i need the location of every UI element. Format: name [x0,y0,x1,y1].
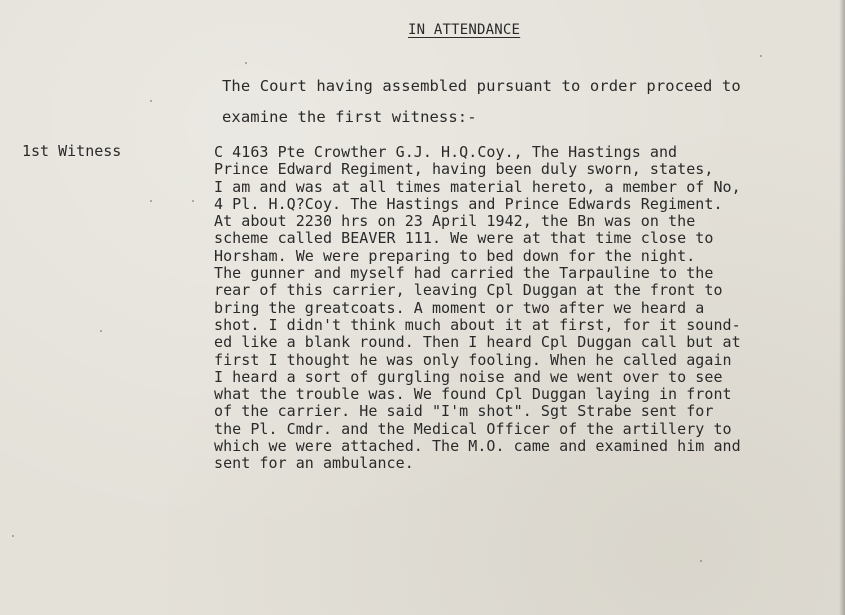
testimony-line: what the trouble was. We found Cpl Duggan laying in front [214,385,732,404]
witness-label: 1st Witness [22,142,122,160]
testimony-line: sent for an ambulance. [214,454,414,473]
paper-speck [700,560,702,562]
testimony-line: of the carrier. He said "I'm shot". Sgt Strabe sent for [214,402,714,421]
paper-speck [150,100,152,102]
paper-speck [760,55,762,57]
testimony-line: the Pl. Cmdr. and the Medical Officer of the artillery to [214,419,732,438]
paper-speck [12,535,14,537]
testimony-line: Prince Edward Regiment, having been duly sworn, states, [214,160,714,179]
testimony-line: which we were attached. The M.O. came and examined him and [214,437,741,456]
paper-speck [192,200,194,202]
testimony-line: Horsham. We were preparing to bed down for the night. [214,246,696,265]
paper-speck [245,62,247,64]
testimony-line: first I thought he was only fooling. When he called again [214,350,732,369]
testimony-line: scheme called BEAVER 111. We were at that time close to [214,229,714,248]
paper-speck [100,330,102,332]
testimony-line: I am and was at all times material hereto, a member of No, [214,177,741,196]
intro-line-2: examine the first witness:- [222,108,477,126]
section-heading: IN ATTENDANCE [408,22,521,38]
witness-testimony [214,144,839,473]
testimony-line: At about 2230 hrs on 23 April 1942, the Bn was on the [214,212,696,231]
testimony-line: The gunner and myself had carried the Tarpauline to the [214,264,714,283]
intro-line-1: The Court having assembled pursuant to order proceed to [222,77,741,95]
testimony-line: bring the greatcoats. A moment or two after we heard a [214,298,705,317]
testimony-line: I heard a sort of gurgling noise and we went over to see [214,367,723,386]
testimony-line: 4 Pl. H.Q?Coy. The Hastings and Prince Edwards Regiment. [214,194,723,213]
testimony-line: ed like a blank round. Then I heard Cpl Duggan call but at [214,333,741,352]
testimony-line: shot. I didn't think much about it at first, for it sound- [214,315,741,334]
paper-speck [150,200,152,202]
testimony-line: C 4163 Pte Crowther G.J. H.Q.Coy., The Hastings and [214,143,678,161]
page-edge-shadow [839,0,845,615]
testimony-line: rear of this carrier, leaving Cpl Duggan at the front to [214,281,723,300]
